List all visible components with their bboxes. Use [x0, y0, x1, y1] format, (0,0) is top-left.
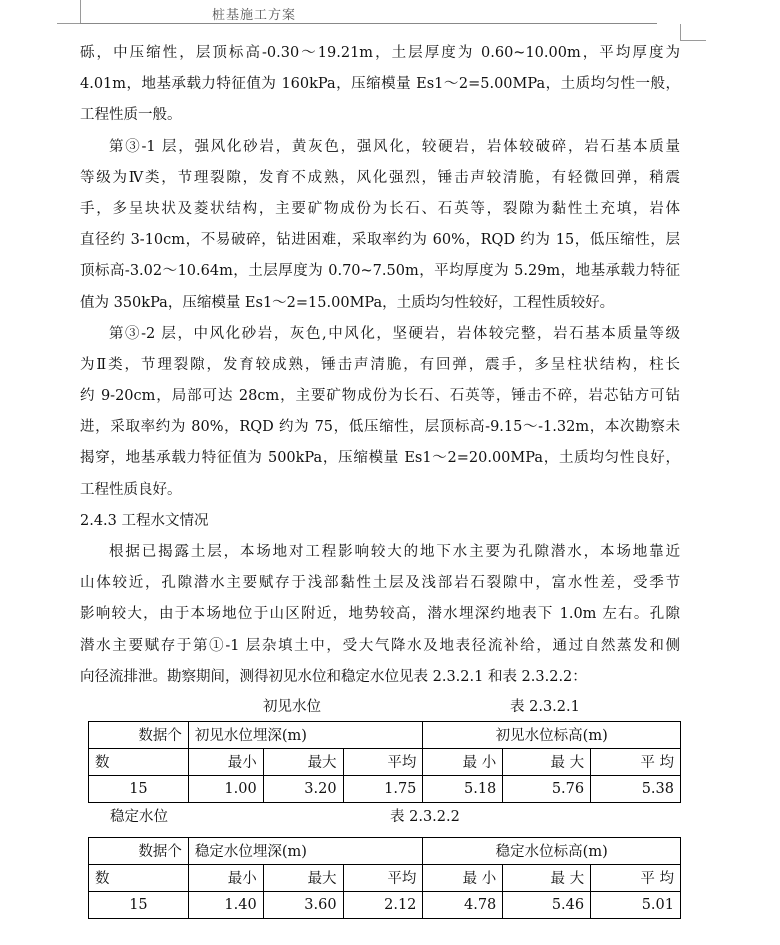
header-count: 数据个 — [89, 721, 189, 748]
cell-value: 3.20 — [263, 775, 343, 802]
text-line: 第③-1 层，强风化砂岩，黄灰色，强风化，较硬岩，岩体较破碎，岩石基本质量 — [109, 138, 680, 155]
text-line: 进，采取率约为 80%，RQD 约为 75，低压缩性，层顶标高-9.15～-1.32m，本次勘察未 — [80, 419, 680, 436]
crop-mark-top-left-horizontal — [57, 23, 80, 24]
text-line: 根据已揭露土层，本场地对工程影响较大的地下水主要为孔隙潜水，本场地靠近 — [109, 544, 680, 560]
crop-mark-top-right-horizontal — [680, 40, 706, 41]
text-line: 手，多呈块状及菱状结构，主要矿物成份为长石、石英等，裂隙为黏性土充填，岩体 — [80, 200, 680, 217]
header-elevation-group: 稳定水位标高(m) — [423, 837, 681, 864]
cell-value: 5.46 — [503, 891, 591, 918]
cell-value: 4.78 — [423, 891, 503, 918]
table-2-title: 稳定水位 — [110, 808, 168, 825]
text-line: 4.01m，地基承载力特征值为 160kPa，压缩模量 Es1～2=5.00MPa，土质均匀性一般， — [80, 76, 680, 93]
text-line: 潜水主要赋存于第①-1 层杂填土中，受大气降水及地表径流补给，通过自然蒸发和侧 — [80, 637, 680, 654]
paragraph-layer-3-1 — [80, 132, 680, 319]
cell-value: 2.12 — [343, 891, 423, 918]
table-1-caption — [80, 693, 680, 721]
cell-value: 5.38 — [591, 775, 681, 802]
header-max: 最 大 — [503, 748, 591, 775]
text-line: 山体较近，孔隙潜水主要赋存于浅部黏性土层及浅部岩石裂隙中，富水性差，受季节 — [80, 575, 680, 592]
text-line: 值为 350kPa，压缩模量 Es1～2=15.00MPa，土质均匀性较好，工程性质较好。 — [80, 294, 615, 311]
text-line: 约 9-20cm，局部可达 28cm，主要矿物成份为长石、石英等，锤击不碎，岩芯钻方可钻 — [80, 388, 680, 405]
header-max: 最大 — [263, 748, 343, 775]
page-header-title: 桩基施工方案 — [212, 8, 297, 23]
header-depth-group: 初见水位埋深(m) — [188, 721, 423, 748]
header-depth-group: 稳定水位埋深(m) — [188, 837, 423, 864]
cell-value: 1.00 — [188, 775, 263, 802]
text-line: 向径流排泄。勘察期间，测得初见水位和稳定水位见表 2.3.2.1 和表 2.3.2.2： — [80, 668, 587, 685]
text-line: 顶标高-3.02～10.64m，土层厚度为 0.70~7.50m，平均厚度为 5.29m，地基承载力特征 — [80, 263, 680, 280]
header-count-cont: 数 — [89, 864, 189, 891]
header-max: 最大 — [263, 864, 343, 891]
text-line: 揭穿，地基承载力特征值为 500kPa，压缩模量 Es1～2=20.00MPa，土质均匀性良好， — [80, 450, 680, 467]
text-line: 工程性质良好。 — [80, 481, 182, 498]
paragraph-clay-layer — [80, 38, 680, 132]
table-row — [89, 891, 681, 918]
text-line: 为Ⅱ类，节理裂隙，发育较成熟，锤击声清脆，有回弹，震手，多呈柱状结构，柱长 — [80, 356, 680, 373]
table-1-title: 初见水位 — [263, 698, 321, 715]
table-2-caption — [80, 803, 680, 831]
paragraph-layer-3-2 — [80, 319, 680, 506]
paragraph-hydrology — [80, 537, 680, 693]
header-elevation-group: 初见水位标高(m) — [423, 721, 681, 748]
cell-value: 5.18 — [423, 775, 503, 802]
header-avg: 平均 — [343, 748, 423, 775]
header-min: 最 小 — [423, 864, 503, 891]
header-avg: 平 均 — [591, 864, 681, 891]
cell-value: 5.01 — [591, 891, 681, 918]
text-line: 工程性质一般。 — [80, 107, 182, 124]
text-line: 砾，中压缩性，层顶标高-0.30～19.21m，土层厚度为 0.60~10.00m，平均厚度为 — [80, 45, 680, 61]
cell-value: 1.40 — [188, 891, 263, 918]
header-min: 最 小 — [423, 748, 503, 775]
cell-value: 1.75 — [343, 775, 423, 802]
table-1-number: 表 2.3.2.1 — [510, 698, 580, 715]
header-max: 最 大 — [503, 864, 591, 891]
table-2-number: 表 2.3.2.2 — [390, 808, 460, 825]
text-line: 等级为Ⅳ类，节理裂隙，发育不成熟，风化强烈，锤击声较清脆，有轻微回弹，稍震 — [80, 169, 680, 186]
text-line: 影响较大，由于本场地位于山区附近，地势较高，潜水埋深约地表下 1.0m 左右。孔隙 — [80, 606, 680, 623]
table-row — [89, 775, 681, 802]
text-line: 第③-2 层，中风化砂岩，灰色,中风化，坚硬岩，岩体较完整，岩石基本质量等级 — [109, 325, 680, 342]
document-body — [80, 38, 680, 919]
section-heading: 2.4.3 工程水文情况 — [80, 512, 209, 529]
header-avg: 平 均 — [591, 748, 681, 775]
cell-count: 15 — [89, 891, 189, 918]
table-stable-water-level — [88, 837, 681, 919]
cell-count: 15 — [89, 775, 189, 802]
text-line: 直径约 3-10cm，不易破碎，钻进困难，采取率约为 60%，RQD 约为 15，低压缩性，层 — [80, 232, 680, 249]
header-min: 最小 — [188, 748, 263, 775]
header-count-cont: 数 — [89, 748, 189, 775]
header-rule — [80, 23, 657, 24]
crop-mark-top-left-vertical — [80, 0, 81, 23]
crop-mark-top-right-vertical — [680, 24, 681, 40]
header-avg: 平均 — [343, 864, 423, 891]
cell-value: 5.76 — [503, 775, 591, 802]
cell-value: 3.60 — [263, 891, 343, 918]
header-min: 最小 — [188, 864, 263, 891]
table-initial-water-level — [88, 721, 681, 803]
header-count: 数据个 — [89, 837, 189, 864]
